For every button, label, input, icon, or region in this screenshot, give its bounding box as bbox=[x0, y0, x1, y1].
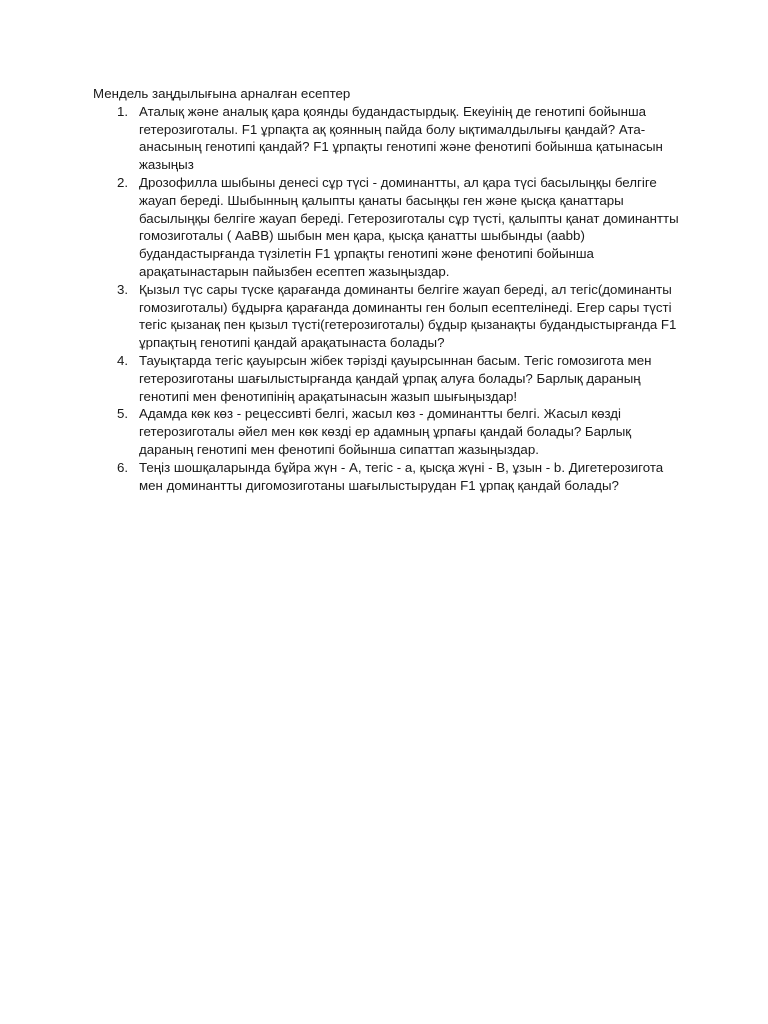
task-text: Аталық және аналық қара қоянды будандастырдық. Екеуінің де генотипі бойынша гетерозиготалы. F1 ұрпақта ақ қоянның пайда болу ықтималдылығы қандай? Ата-анасының генотипі қандай? F1 ұрпақты генотипі және фенотипі бойынша қатынасын жазыңыз bbox=[139, 103, 663, 173]
task-list bbox=[93, 103, 683, 495]
task-text: Дрозофилла шыбыны денесі сұр түсі - доминантты, ал қара түсі басылыңқы белгіге жауап береді. Шыбынның қалыпты қанаты басыңқы ген және қысқа қанаттары басылыңқы белгіге жауап береді. Гетерозиготалы сұр түсті, қалыпты қанат доминантты гомозиготалы ( АаВВ) шыбын мен қара, қысқа қанатты шыбынды (aabb) будандастырғанда түзілетін F1 ұрпақты генотипі және фенотипі бойынша арақатынастарын пайызбен есептеп жазыңыздар. bbox=[139, 174, 679, 279]
task-item-6 bbox=[93, 459, 683, 495]
task-number: 5. bbox=[117, 406, 129, 422]
task-item-2 bbox=[93, 174, 683, 281]
task-item-4 bbox=[93, 352, 683, 405]
task-item-3 bbox=[93, 281, 683, 352]
task-item-1 bbox=[93, 103, 683, 174]
task-number: 2. bbox=[117, 174, 129, 190]
task-text: Қызыл түс сары түске қарағанда доминанты белгіге жауап береді, ал тегіс(доминанты гомозиготалы) бұдырға қарағанда доминанты ген болып есептелінеді. Егер сары түсті тегіс қызанақ пен қызыл түсті(гетерозиготалы) бұдыр қызанақты будандыстырғанда F1 ұрпақтың генотипі қандай арақатынаста болады? bbox=[139, 281, 677, 351]
document-page bbox=[93, 85, 683, 494]
task-item-5 bbox=[93, 405, 683, 458]
task-number: 1. bbox=[117, 103, 129, 119]
task-text: Тауықтарда тегіс қауырсын жібек тәрізді қауырсыннан басым. Тегіс гомозигота мен гетерозиготаны шағылыстырғанда қандай ұрпақ алуға болады? Барлық дараның генотипі мен фенотипінің арақатынасын жазып шығыңыздар! bbox=[139, 352, 652, 404]
task-number: 3. bbox=[117, 281, 129, 297]
task-number: 4. bbox=[117, 352, 129, 368]
task-number: 6. bbox=[117, 459, 129, 475]
document-title: Мендель заңдылығына арналған есептер bbox=[93, 86, 351, 101]
task-text: Адамда көк көз - рецессивті белгі, жасыл көз - доминантты белгі. Жасыл көзді гетерозиготалы әйел мен көк көзді ер адамның ұрпағы қандай болады? Барлық дараның генотипі мен фенотипі бойынша сипаттап жазыңыздар. bbox=[139, 406, 632, 457]
task-text: Теңіз шошқаларында бұйра жүн - А, тегіс - а, қысқа жүні - В, ұзын - b. Дигетерозигота мен доминантты дигомозиготаны шағылыстырудан F1 ұрпақ қандай болады? bbox=[139, 459, 664, 493]
